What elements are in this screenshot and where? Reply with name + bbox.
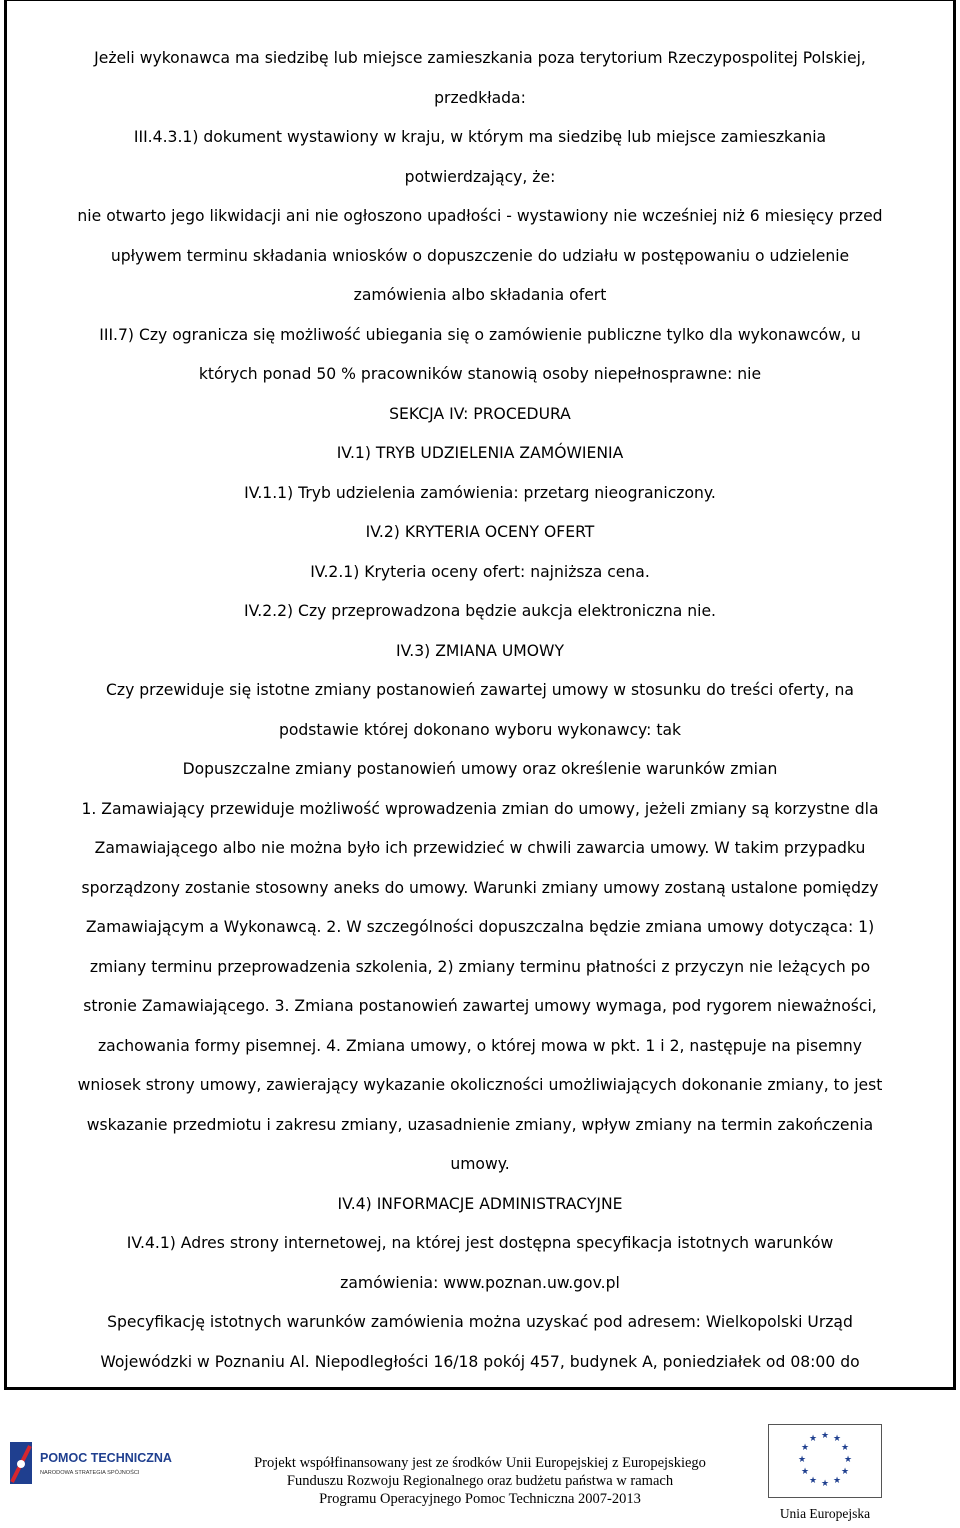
text-line: sporządzony zostanie stosowny aneks do umowy. Warunki zmiany umowy zostaną ustalone pomiędzy	[81, 879, 879, 897]
text-line: podstawie której dokonano wyboru wykonawcy: tak	[278, 721, 682, 739]
funding-line-3: Programu Operacyjnego Pomoc Techniczna 2007-2013	[319, 1491, 641, 1507]
subsection-heading: IV.2) KRYTERIA OCENY OFERT	[365, 523, 595, 541]
text-line: IV.4.1) Adres strony internetowej, na której jest dostępna specyfikacja istotnych warunków	[126, 1234, 834, 1252]
eu-caption: Unia Europejska	[779, 1506, 871, 1521]
svg-text:★: ★	[808, 1476, 818, 1486]
text-line: III.4.3.1) dokument wystawiony w kraju, w którym ma siedzibę lub miejsce zamieszkania	[133, 128, 827, 146]
funding-note	[200, 1454, 760, 1508]
svg-text:★: ★	[820, 1431, 830, 1441]
logo-subtitle: NARODOWA STRATEGIA SPÓJNOŚCI	[40, 1470, 140, 1476]
text-line: IV.2.2) Czy przeprowadzona będzie aukcja elektroniczna nie.	[244, 602, 716, 620]
section-heading: SEKCJA IV: PROCEDURA	[389, 405, 571, 423]
text-line: Zamawiającego albo nie można było ich przewidzieć w chwili zawarcia umowy. W takim przypadku	[94, 839, 866, 857]
text-line: umowy.	[450, 1155, 510, 1173]
text-line: Dopuszczalne zmiany postanowień umowy oraz określenie warunków zmian	[182, 760, 778, 778]
text-line: zachowania formy pisemnej. 4. Zmiana umowy, o której mowa w pkt. 1 i 2, następuje na pisemny	[97, 1037, 863, 1055]
text-line: upływem terminu składania wniosków o dopuszczenie do udziału w postępowaniu o udzielenie	[110, 247, 850, 265]
svg-text:★: ★	[820, 1479, 830, 1489]
svg-text:★: ★	[800, 1443, 810, 1453]
funding-line-1: Projekt współfinansowany jest ze środków Unii Europejskiej z Europejskiego	[254, 1455, 706, 1471]
svg-text:★: ★	[808, 1434, 818, 1444]
text-line: Wojewódzki w Poznaniu Al. Niepodległości 16/18 pokój 457, budynek A, poniedziałek od 08:00 do	[100, 1353, 860, 1371]
text-line: Czy przewiduje się istotne zmiany postanowień zawartej umowy w stosunku do treści oferty, na	[106, 681, 854, 699]
text-line: Jeżeli wykonawca ma siedzibę lub miejsce zamieszkania poza terytorium Rzeczypospolitej Polskiej,	[94, 49, 866, 67]
text-line: wniosek strony umowy, zawierający wykazanie okoliczności umożliwiających dokonanie zmiany, to jest	[77, 1076, 883, 1094]
funding-line-2: Funduszu Rozwoju Regionalnego oraz budżetu państwa w ramach	[286, 1473, 674, 1489]
pomoc-techniczna-logo	[8, 1438, 178, 1488]
svg-text:★: ★	[840, 1443, 850, 1453]
text-line: zmiany terminu przeprowadzenia szkolenia, 2) zmiany terminu płatności z przyczyn nie leżących po	[89, 958, 871, 976]
text-line: stronie Zamawiającego. 3. Zmiana postanowień zawartej umowy wymaga, pod rygorem nieważności,	[83, 997, 877, 1015]
text-line: IV.2.1) Kryteria oceny ofert: najniższa cena.	[310, 563, 650, 581]
svg-text:★: ★	[843, 1455, 853, 1465]
page-footer	[0, 1396, 960, 1528]
text-line: Specyfikację istotnych warunków zamówienia można uzyskać pod adresem: Wielkopolski Urząd	[107, 1313, 853, 1331]
subsection-heading: IV.3) ZMIANA UMOWY	[396, 642, 564, 660]
text-line: zamówienia: www.poznan.uw.gov.pl	[340, 1274, 620, 1292]
text-line: przedkłada:	[434, 89, 526, 107]
subsection-heading: IV.1) TRYB UDZIELENIA ZAMÓWIENIA	[336, 444, 624, 462]
logo-title: POMOC TECHNICZNA	[40, 1451, 172, 1465]
text-line: których ponad 50 % pracowników stanowią osoby niepełnosprawne: nie	[198, 365, 762, 383]
svg-text:★: ★	[840, 1467, 850, 1477]
svg-text:★: ★	[832, 1434, 842, 1444]
eu-stars-icon	[769, 1425, 881, 1497]
text-line: 1. Zamawiający przewiduje możliwość wprowadzenia zmian do umowy, jeżeli zmiany są korzystne dla	[81, 800, 879, 818]
text-line: potwierdzający, że:	[404, 168, 556, 186]
svg-text:★: ★	[800, 1467, 810, 1477]
svg-text:★: ★	[832, 1476, 842, 1486]
text-line: IV.1.1) Tryb udzielenia zamówienia: przetarg nieograniczony.	[244, 484, 716, 502]
text-line: wskazanie przedmiotu i zakresu zmiany, uzasadnienie zmiany, wpływ zmiany na termin zakończenia	[86, 1116, 874, 1134]
text-line: nie otwarto jego likwidacji ani nie ogłoszono upadłości - wystawiony nie wcześniej niż 6 miesięcy przed	[77, 207, 883, 225]
eu-flag-logo	[768, 1424, 882, 1498]
svg-text:★: ★	[797, 1455, 807, 1465]
subsection-heading: IV.4) INFORMACJE ADMINISTRACYJNE	[337, 1195, 623, 1213]
text-line: zamówienia albo składania ofert	[353, 286, 607, 304]
text-line: Zamawiającym a Wykonawcą. 2. W szczególności dopuszczalna będzie zmiana umowy dotycząca: 1)	[85, 918, 875, 936]
text-line: III.7) Czy ogranicza się możliwość ubiegania się o zamówienie publiczne tylko dla wykonawców, u	[99, 326, 861, 344]
